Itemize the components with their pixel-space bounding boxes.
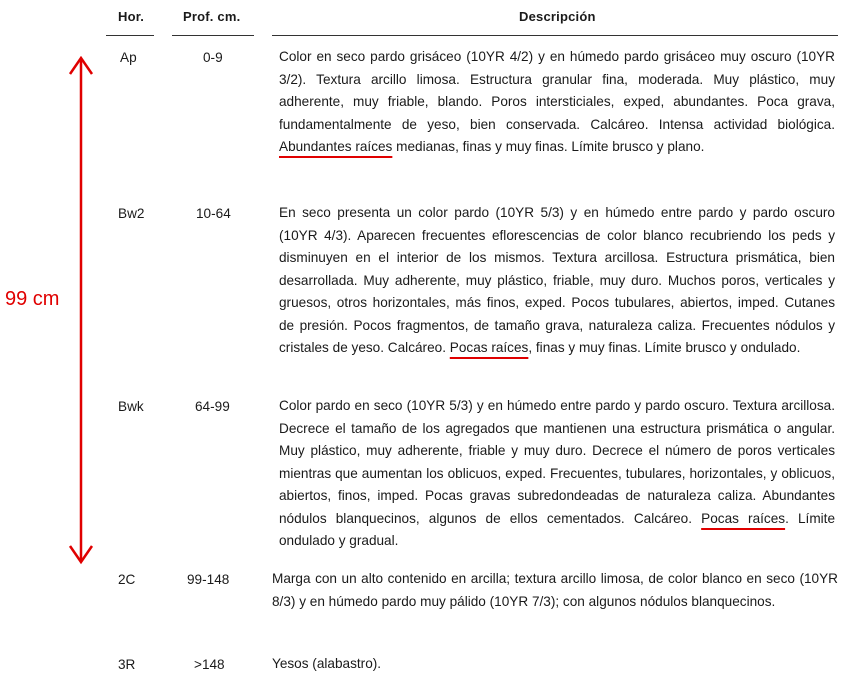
desc-text: medianas, finas y muy finas. Límite brusco y plano.	[392, 139, 705, 154]
row-3r-description	[272, 653, 838, 676]
depth-arrow-icon	[66, 56, 96, 566]
row-bwk-prof: 64-99	[195, 399, 230, 414]
desc-text: , finas y muy finas. Límite brusco y ondulado.	[528, 340, 801, 355]
header-rule-prof	[172, 35, 254, 36]
desc-text: Yesos (alabastro).	[272, 656, 382, 671]
desc-text: Color en seco pardo grisáceo (10YR 4/2) y en húmedo pardo grisáceo muy oscuro (10YR 3/2). Textura arcillo limosa. Estructura granular fina, moderada. Muy plástico, muy adherente, muy friable, blando. Poros intersticiales, exped, abundantes. Poca grava, fundamentalmente de yeso, bien conservada. Calcáreo. Intensa actividad biológica.	[279, 49, 835, 132]
row-2c-hor: 2C	[118, 572, 136, 587]
depth-label: 99 cm	[5, 288, 60, 310]
row-bw2-description	[279, 202, 835, 360]
row-3r-prof: >148	[194, 657, 225, 672]
row-ap-hor: Ap	[120, 50, 137, 65]
row-2c-prof: 99-148	[187, 572, 230, 587]
header-prof: Prof. cm.	[183, 9, 241, 24]
header-rule-hor	[106, 35, 154, 36]
row-ap-prof: 0-9	[203, 50, 223, 65]
desc-text: En seco presenta un color pardo (10YR 5/3) y en húmedo entre pardo y pardo oscuro (10YR 4/3). Aparecen frecuentes eflorescencias de color blanco recubriendo los peds y disminuyen en el interior de los mismos. Textura arcillosa. Estructura prismática, bien desarrollada. Muy adherente, muy plástico, friable, muy duro. Muchos poros, verticales y gruesos, otros horizontales, más finos, exped. Pocos tubulares, abiertos, imped. Cutanes de presión. Pocos fragmentos, de tamaño grava, naturaleza caliza. Frecuentes nódulos y cristales de yeso. Calcáreo.	[279, 205, 835, 355]
desc-text: Marga con un alto contenido en arcilla; textura arcillo limosa, de color blanco en seco (10YR 8/3) y en húmedo pardo muy pálido (10YR 7/3); con algunos nódulos blanquecinos.	[272, 571, 838, 609]
row-3r-hor: 3R	[118, 657, 136, 672]
row-2c-description	[272, 568, 838, 613]
desc-text: . Límite ondulado y gradual.	[279, 510, 836, 548]
row-bwk-description	[279, 395, 835, 553]
row-bw2-hor: Bw2	[118, 206, 145, 221]
desc-highlight: Pocas raíces	[701, 510, 786, 526]
desc-highlight: Pocas raíces	[449, 340, 529, 355]
row-bwk-hor: Bwk	[118, 399, 144, 414]
header-rule-descripcion	[272, 35, 838, 36]
row-bw2-prof: 10-64	[196, 206, 231, 221]
desc-highlight: Abundantes raíces	[279, 139, 393, 154]
header-hor: Hor.	[118, 9, 145, 24]
desc-text: Color pardo en seco (10YR 5/3) y en húmedo entre pardo y pardo oscuro. Textura arcillosa. Decrece el tamaño de los agregados que mantienen una estructura prismática o angular. Muy plástico, muy adherente, friable y muy duro. Decrece el número de poros verticales mientras que aumentan los oblicuos, exped. Frecuentes, tubulares, horizontales, y oblicuos, abiertos, finos, imped. Pocas gravas subredondeadas de naturaleza caliza. Abundantes nódulos blanquecinos, algunos de ellos cementados. Calcáreo.	[279, 398, 835, 526]
row-ap-description	[279, 46, 835, 159]
header-descripcion: Descripción	[519, 9, 596, 24]
